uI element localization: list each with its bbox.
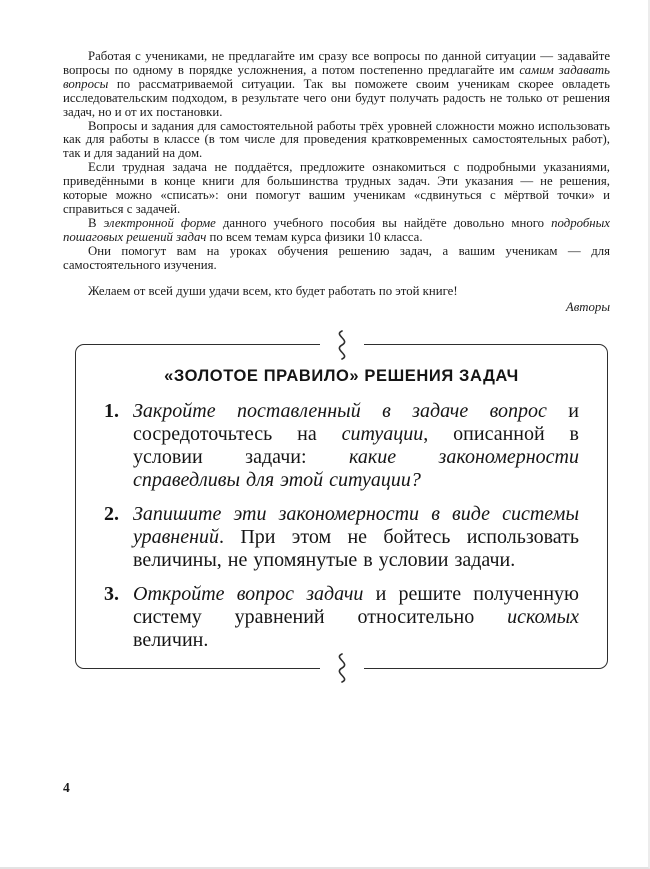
text-segment: данного учебного пособия вы найдёте довольно много [215, 215, 552, 230]
emphasis-text: электронной форме [103, 215, 216, 230]
emphasis-text: Закройте поставленный в задаче вопрос [133, 400, 547, 422]
squiggle-icon [320, 653, 364, 683]
rule-item-number: 1. [104, 400, 119, 422]
rule-item-number: 2. [104, 503, 119, 525]
intro-section [63, 50, 610, 315]
emphasis-text: Запишите эти закономерности в виде системы уравнений [133, 503, 579, 548]
text-segment: Желаем от всей души удачи всем, кто будет работать по этой книге! [88, 283, 458, 298]
text-segment: и решите полученную систему уравнений относительно [133, 583, 579, 628]
emphasis-text: искомых [507, 606, 579, 628]
page-number: 4 [63, 780, 70, 795]
rule-item [104, 503, 579, 572]
text-segment: , описанной в условии задачи: [133, 423, 579, 468]
text-segment: величин. [133, 629, 209, 651]
intro-paragraph-5 [63, 245, 610, 273]
authors-signature: Авторы [565, 300, 610, 315]
text-segment: . При этом не бойтесь использовать величины, не упомянутые в условии задачи. [133, 526, 579, 571]
emphasis-text: самим задавать вопросы [63, 62, 610, 91]
intro-paragraph-6 [63, 285, 610, 299]
text-segment: по рассматриваемой ситуации. Так вы поможете своим ученикам скорее овладеть исследовательским подходом, в результате чего они будут получать радость не только от решения задач, но и от их постановки. [63, 76, 610, 119]
rule-item [104, 583, 579, 652]
golden-rule-box [75, 344, 608, 669]
text-segment: и сосредоточьтесь на [133, 400, 580, 445]
rule-item [104, 400, 579, 492]
golden-rule-title: «ЗОЛОТОЕ ПРАВИЛО» РЕШЕНИЯ ЗАДАЧ [164, 367, 519, 385]
text-segment: Если трудная задача не поддаётся, предложите ознакомиться с подробными указаниями, приведёнными в конце книги для большинства трудных задач. Эти указания — не решения, которые можно «списать»: они помогут вашим ученикам «сдвинуться с мёртвой точки» и справиться с задачей. [63, 160, 610, 216]
text-segment: Вопросы и задания для самостоятельной работы трёх уровней сложности можно использовать как для работы в классе (в том числе для проведения кратковременных самостоятельных работ), так и для заданий на дом. [63, 118, 610, 161]
intro-paragraph-1 [63, 50, 610, 120]
emphasis-text: подробных пошаговых решений задач [63, 215, 610, 244]
text-segment: Работая с учениками, не предлагайте им сразу все вопросы по данной ситуации — задавайте вопросы по одному в порядке усложнения, а потом постепенно предлагайте им [63, 49, 610, 77]
text-segment: Они помогут вам на уроках обучения решению задач, а вашим ученикам — для самостоятельного изучения. [63, 243, 610, 272]
squiggle-icon [320, 330, 364, 360]
intro-paragraph-2 [63, 120, 610, 162]
intro-paragraph-3 [63, 161, 610, 217]
intro-paragraph-4 [63, 217, 610, 245]
text-segment: В [88, 215, 104, 230]
text-segment: по всем темам курса физики 10 класса. [206, 229, 423, 244]
emphasis-text: Откройте вопрос задачи [133, 583, 364, 605]
rule-item-number: 3. [104, 583, 119, 605]
emphasis-text: какие закономерности справедливы для этой ситуации? [133, 446, 579, 491]
emphasis-text: ситуации [341, 423, 424, 445]
